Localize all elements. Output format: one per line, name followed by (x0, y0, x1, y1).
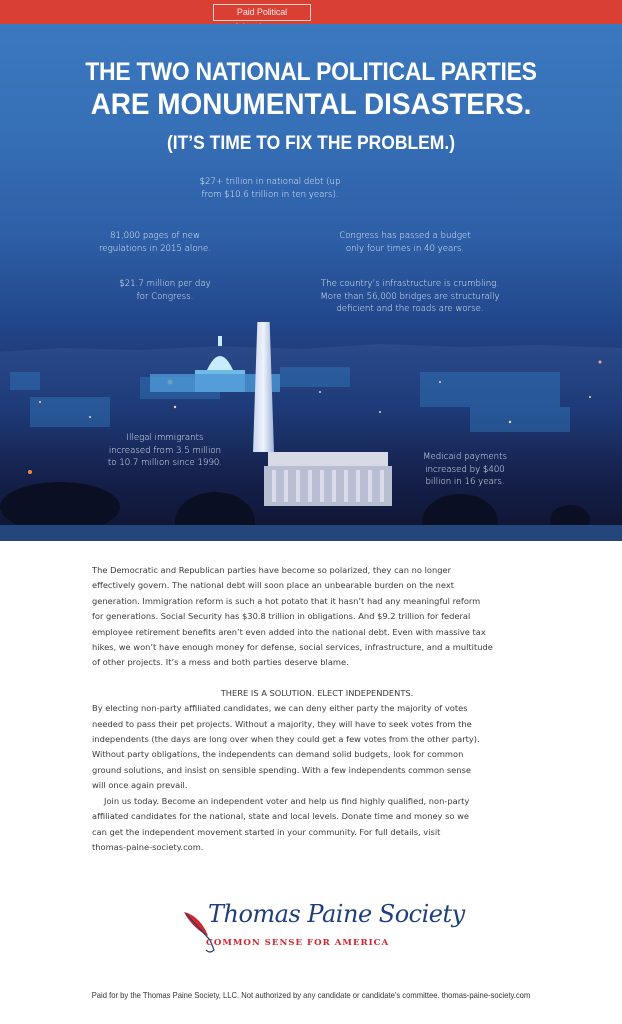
top-banner-bar (0, 0, 622, 24)
fact-congress-cost: $21.7 million per day for Congress. (119, 279, 211, 302)
fact-budget: Congress has passed a budget only four times in 40 years. (339, 231, 471, 254)
fact-infrastructure: The country’s infrastructure is crumbling. More than 56,000 bridges are structurally deficient and the roads are worse. (320, 279, 500, 314)
washington-skyline-image (0, 322, 622, 532)
hero-bottom-strip (0, 525, 622, 541)
fact-regulations: 81,000 pages of new regulations in 2015 alone. (98, 231, 212, 254)
washington-monument (253, 322, 274, 452)
lincoln-memorial (264, 452, 392, 506)
logo-title: Thomas Paine Society (208, 900, 465, 928)
headline-line-2: ARE MONUMENTAL DISASTERS. (90, 88, 532, 121)
disclaimer-footer: Paid for by the Thomas Paine Society, LLC. Not authorized by any candidate or candidate’s committee. thomas-paine-society.com (91, 990, 531, 1000)
paid-ad-badge: Paid Political (213, 4, 311, 21)
body-copy (92, 563, 542, 855)
headline-subtitle: (IT’S TIME TO FIX THE PROBLEM.) (166, 133, 456, 154)
paragraph-problem: The Democratic and Republican parties have become so polarized, they can no longer effectively govern. The national debt will soon place an unbearable burden on the next generation. Immigration reform is such a hot potato that it hasn’t had any meaningful reform for generations. Social Security has $30.8 trillion in obligations. And $9.2 trillion for federal employee retirement benefits aren’t even added into the national debt. Even with massive tax hikes, we won’t have enough money for defense, social services, infrastructure, and a multitude of other projects. It’s a mess and both parties deserve blame. (92, 565, 493, 668)
headline-line-1: THE TWO NATIONAL POLITICAL PARTIES (85, 58, 537, 86)
thomas-paine-society-logo (180, 898, 465, 958)
fact-national-debt: $27+ trillion in national debt (up from $10.6 trillion in ten years). (199, 177, 341, 200)
solution-subhead: THERE IS A SOLUTION. ELECT INDEPENDENTS. (220, 687, 414, 698)
fact-medicaid: Medicaid payments increased by $400 billion in 16 years. (423, 452, 507, 487)
hero-section (0, 24, 622, 541)
paragraph-solution: By electing non-party affiliated candidates, we can deny either party the majority of votes needed to pass their pet projects. Without a majority, they will have to seek votes from the independents (the days are long over when they could get a few votes from the other party). Without party obligations, the independents can demand solid budgets, look for common ground solutions, and insist on sensible spending. With a few independents common sense will once again prevail. (92, 703, 480, 791)
fact-immigrants: Illegal immigrants increased from 3.5 million to 10.7 million since 1990. (107, 433, 223, 468)
logo-tagline: COMMON SENSE FOR AMERICA (206, 938, 390, 948)
paragraph-call-to-action: Join us today. Become an independent voter and help us find highly qualified, non-party affiliated candidates for the national, state and local levels. Donate time and money so we can get the independent movement started in your community. For full details, visit thomas-paine-society.com. (92, 795, 470, 852)
